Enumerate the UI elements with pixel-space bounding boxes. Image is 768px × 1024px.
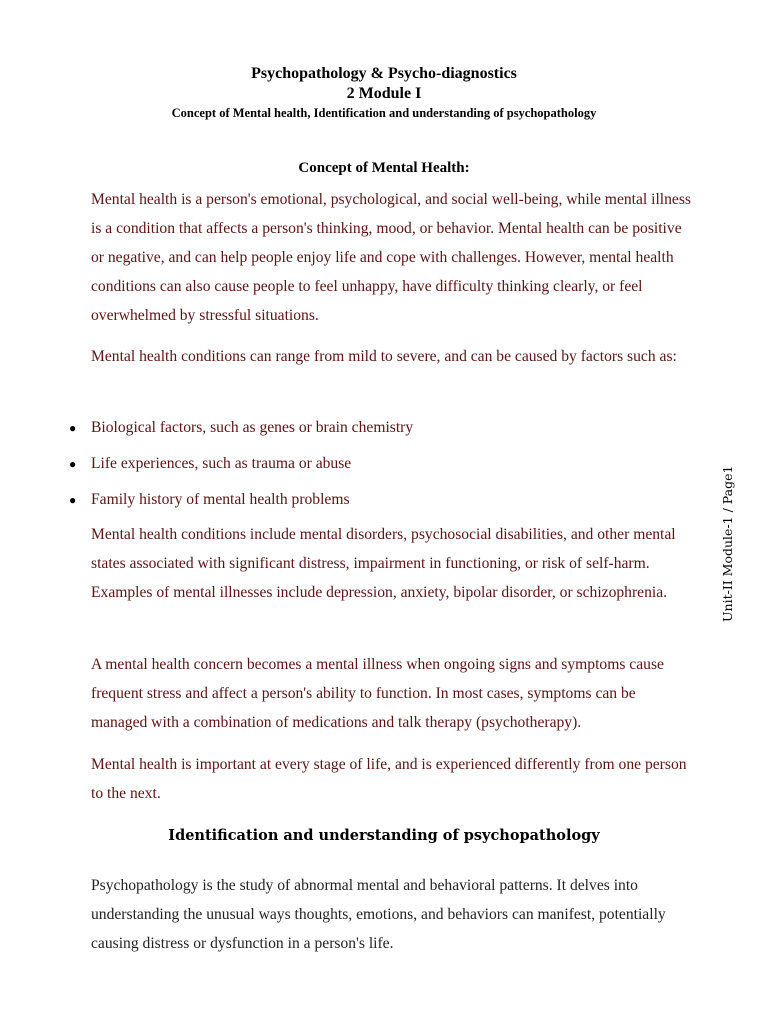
- paragraph: A mental health concern becomes a mental illness when ongoing signs and symptoms cause frequent stress and affect a person's ability to function. In most cases, symptoms can be managed with a combination of medications and talk therapy (psychotherapy).: [91, 656, 664, 731]
- paragraph: Mental health is a person's emotional, psychological, and social well-being, while mental illness is a condition that affects a person's thinking, mood, or behavior. Mental health can be positive or negative, and can help people enjoy life and cope with challenges. However, mental health conditions can also cause people to feel unhappy, have difficulty thinking clearly, or feel overwhelmed by stressful situations.: [91, 191, 691, 324]
- document-subtitle: Concept of Mental health, Identification and understanding of psychopathology: [171, 106, 597, 120]
- module-label: 2 Module I: [346, 85, 422, 102]
- page-label-text: Unit-II Module-1 / Page1: [720, 465, 735, 622]
- list-item-text: Family history of mental health problems: [91, 491, 350, 508]
- list-item-text: Life experiences, such as trauma or abuse: [91, 455, 352, 472]
- bullet-icon: ●: [69, 421, 77, 435]
- list-item-text: Biological factors, such as genes or brain chemistry: [91, 419, 414, 436]
- document-title: Psychopathology & Psycho-diagnostics: [251, 65, 517, 82]
- list-item: [69, 418, 691, 438]
- list-item: [69, 490, 691, 510]
- section-heading-psychopathology: Identification and understanding of psychopathology: [168, 827, 600, 844]
- paragraph: Psychopathology is the study of abnormal mental and behavioral patterns. It delves into understanding the unusual ways thoughts, emotions, and behaviors can manifest, potentially causing distress or dysfunction in a person's life.: [91, 877, 666, 952]
- section-heading-mental-health: Concept of Mental Health:: [298, 160, 470, 176]
- paragraph: Mental health conditions can range from mild to severe, and can be caused by factors such as:: [91, 348, 677, 365]
- paragraph: Mental health conditions include mental disorders, psychosocial disabilities, and other mental states associated with significant distress, impairment in functioning, or risk of self-harm. Examples of mental illnesses include depression, anxiety, bipolar disorder, or schizophrenia.: [91, 526, 676, 601]
- bullet-icon: ●: [69, 493, 77, 507]
- bullet-icon: ●: [69, 457, 77, 471]
- paragraph: Mental health is important at every stage of life, and is experienced differently from one person to the next.: [91, 756, 687, 802]
- list-item: [69, 454, 691, 474]
